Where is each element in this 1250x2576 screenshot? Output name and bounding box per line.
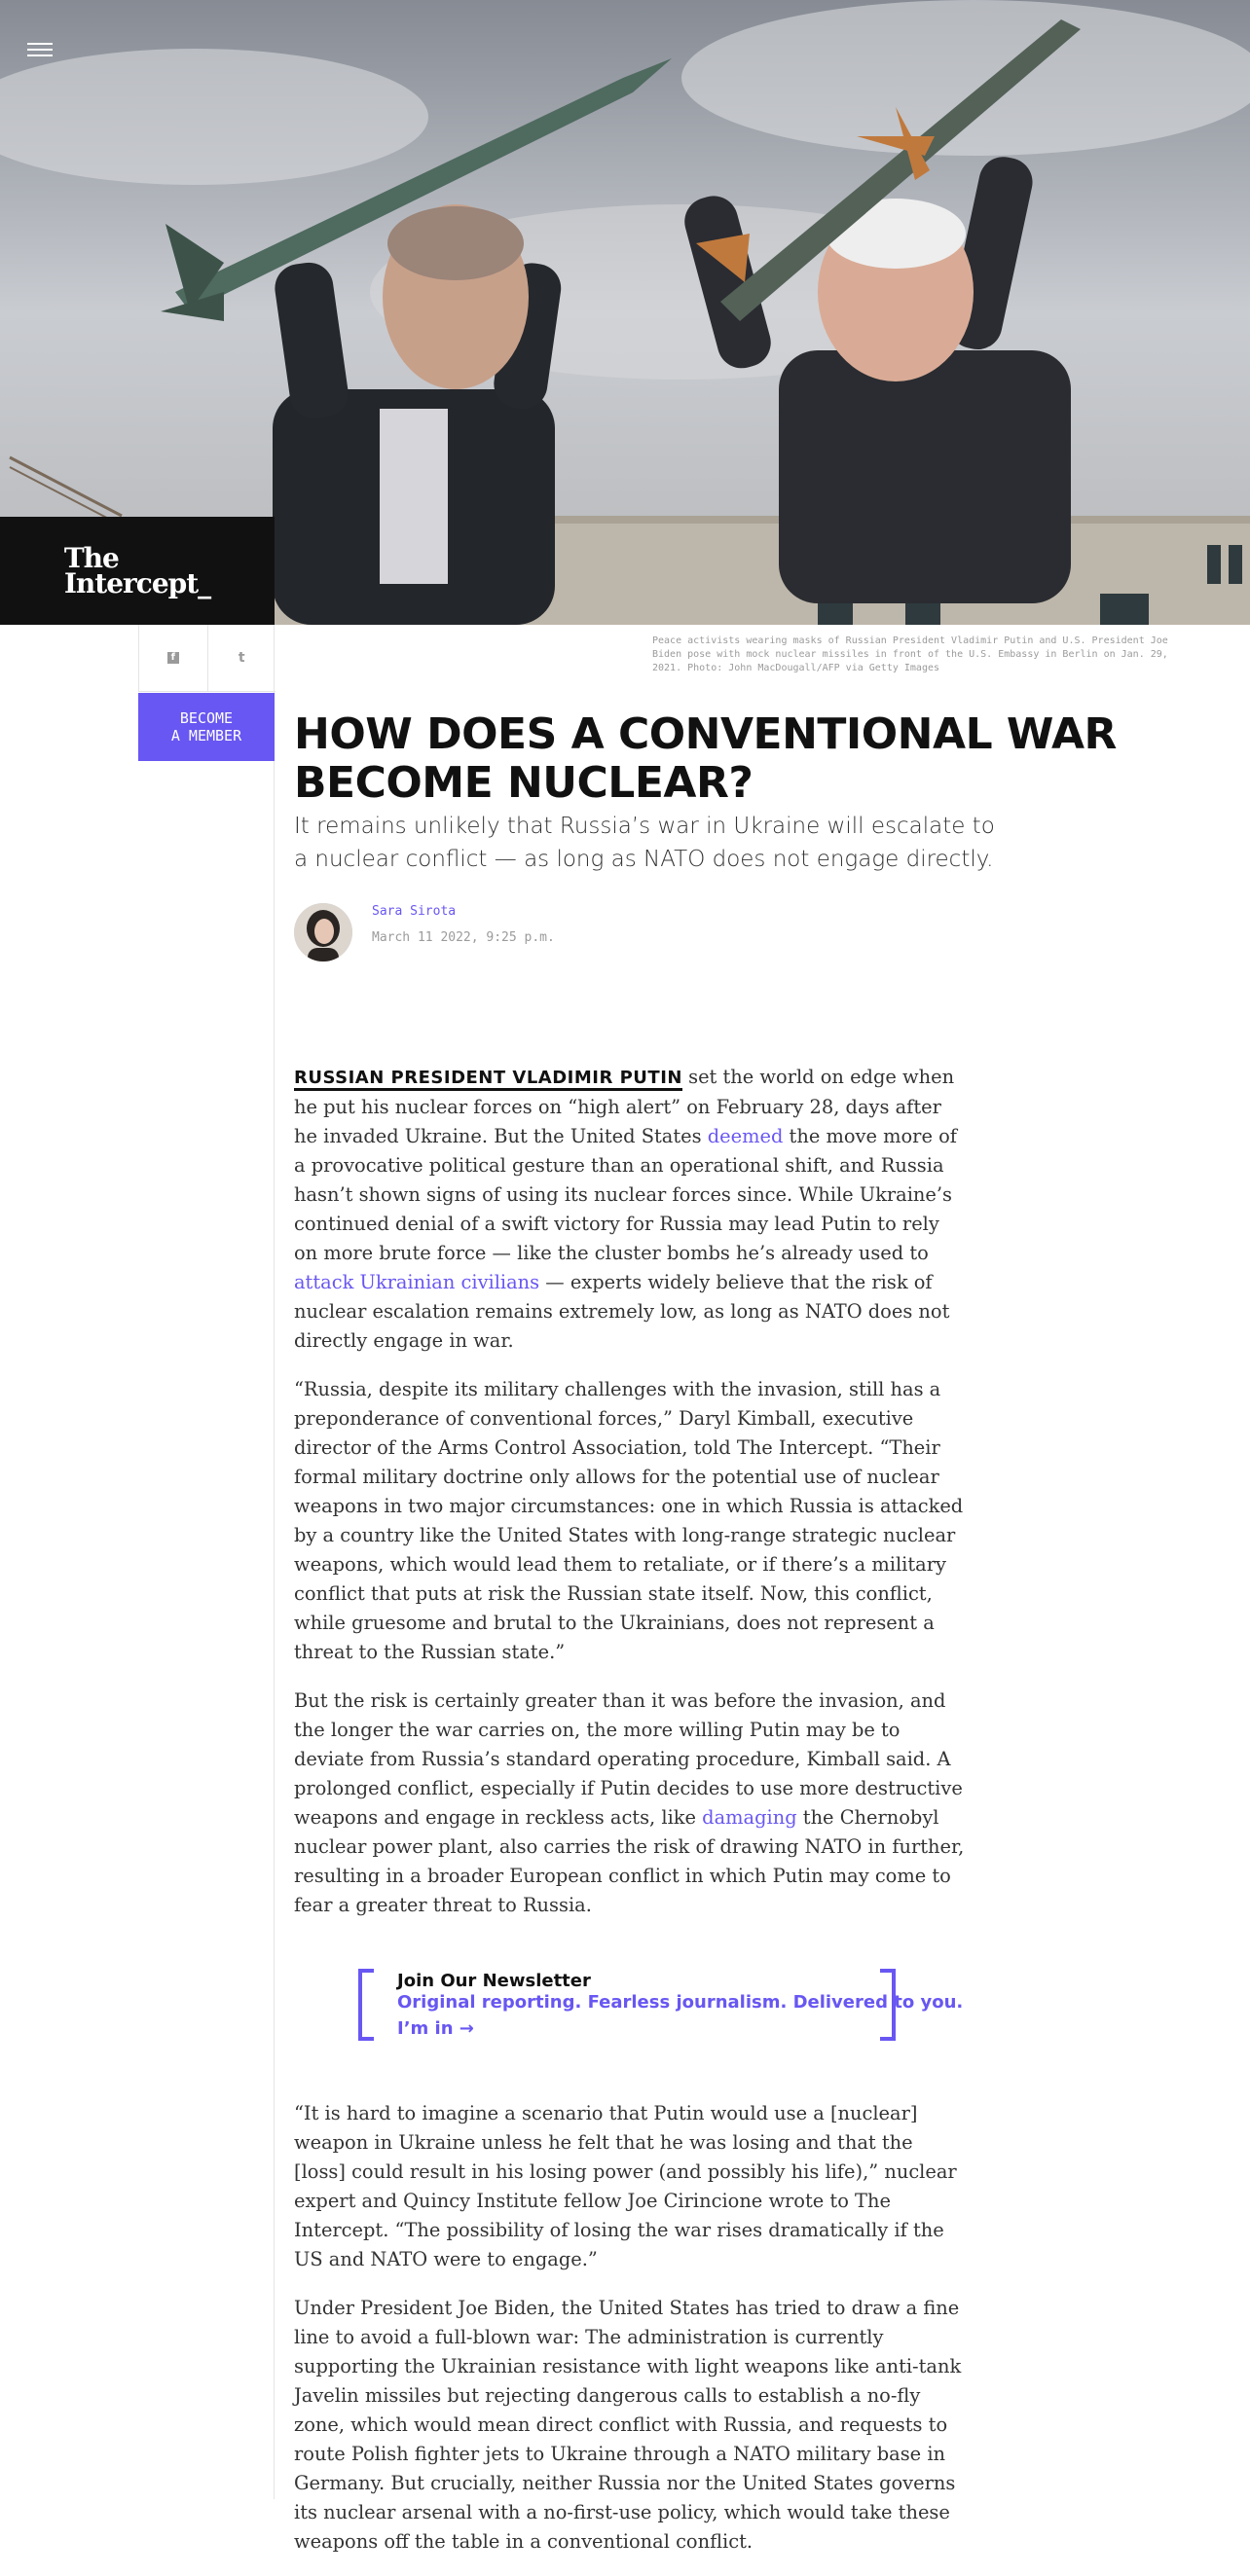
paragraph-text: set the world on edge when he put his nuclear forces on “high alert” on February 28, days after he invaded Ukraine. But the United States	[294, 1066, 955, 1147]
paragraph-4: “It is hard to imagine a scenario that Putin would use a [nuclear] weapon in Ukraine unless he felt that he was losing and that the [loss] could result in his losing power (and possibly his life),” nuclear expert and Quincy Institute fellow Joe Cirincione wrote to The Intercept. “The possibility of losing the war rises dramatically if the US and NATO were to engage.”	[294, 2102, 957, 2270]
publish-date: March 11 2022, 9:25 p.m.	[372, 930, 555, 945]
menu-button[interactable]	[27, 43, 53, 62]
facebook-share-button[interactable]	[139, 625, 207, 691]
lead-in: RUSSIAN PRESIDENT VLADIMIR PUTIN	[294, 1068, 682, 1091]
article-body	[294, 1063, 966, 2576]
facebook-icon: f	[167, 652, 179, 664]
menu-icon-bar	[27, 43, 53, 45]
member-label-line2: A MEMBER	[170, 727, 242, 744]
photo-caption: Peace activists wearing masks of Russian President Vladimir Putin and U.S. President Joe Biden pose with mock nuclear missiles in front of the U.S. Embassy in Berlin on Jan. 29, 2021. Photo: John MacDougall/AFP via Getty Images	[652, 635, 1168, 673]
bracket-left	[358, 1969, 374, 2041]
paragraph-text: the Chernobyl nuclear power plant, also carries the risk of drawing NATO in further, resulting in a broader European conflict in which Putin may come to fear a greater threat to Russia.	[294, 1806, 965, 1916]
newsletter-subtitle: Original reporting. Fearless journalism. Delivered to you.	[397, 1992, 964, 2013]
content-divider	[274, 625, 275, 2499]
paragraph-1	[294, 1063, 966, 1356]
menu-icon-bar	[27, 54, 53, 56]
paragraph-text: the move more of a provocative political gesture than an operational shift, and Russia hasn’t shown signs of using its nuclear forces since. While Ukraine’s continued denial of a swift victory for Russia may lead Putin to rely on more brute force — like the cluster bombs he’s already used to	[294, 1125, 957, 1264]
twitter-share-button[interactable]	[207, 625, 276, 691]
newsletter-signup-button[interactable]: I’m in →	[397, 2018, 474, 2039]
article-headline: HOW DOES A CONVENTIONAL WAR BECOME NUCLEAR?	[294, 709, 1117, 808]
paragraph-2: “Russia, despite its military challenges with the invasion, still has a preponderance of conventional forces,” Daryl Kimball, executive director of the Arms Control Association, told The Intercept. “Their formal military doctrine only allows for the potential use of nuclear weapons in two major circumstances: one in which Russia is attacked by a country like the United States with long-range strategic nuclear weapons, which would lead them to retaliate, or if there’s a military conflict that puts at risk the Russian state itself. Now, this conflict, while gruesome and brutal to the Ukrainians, does not represent a threat to the Russian state.”	[294, 1378, 964, 1663]
paragraph-5: Under President Joe Biden, the United States has tried to draw a fine line to avoid a full-blown war: The administration is currently supporting the Ukrainian resistance with light weapons like anti-tank Javelin missiles but rejecting dangerous calls to establish a no-fly zone, which would mean direct conflict with Russia, and requests to route Polish fighter jets to Ukraine through a NATO military base in Germany. But crucially, neither Russia nor the United States governs its nuclear arsenal with a no-first-use policy, which would take these weapons off the table in a conventional conflict.	[294, 2297, 962, 2553]
newsletter-title: Join Our Newsletter	[397, 1971, 591, 1991]
link-deemed[interactable]: deemed	[707, 1125, 784, 1147]
twitter-icon: t	[238, 650, 245, 666]
logo-line-1: The	[63, 541, 119, 574]
paragraph-text: — experts widely believe that the risk of nuclear escalation remains extremely low, as long as NATO does not directly engage in war.	[294, 1271, 950, 1352]
link-attack-ukrainian-civilians[interactable]: attack Ukrainian civilians	[294, 1271, 540, 1293]
paragraph-text: But the risk is certainly greater than it was before the invasion, and the longer the war carries on, the more willing Putin may be to deviate from Russia’s standard operating procedure, Kimball said. A prolonged conflict, especially if Putin decides to use more destructive weapons and engage in reckless acts, like	[294, 1689, 963, 1829]
share-bar	[138, 625, 276, 692]
link-damaging[interactable]: damaging	[702, 1806, 797, 1829]
author-link[interactable]: Sara Sirota	[372, 904, 457, 919]
site-logo[interactable]	[0, 517, 275, 625]
newsletter-signup	[358, 1969, 964, 2039]
member-label-line1: BECOME	[179, 709, 234, 727]
menu-icon-bar	[27, 49, 53, 51]
author-avatar[interactable]	[294, 903, 352, 961]
paragraph-3	[294, 1687, 966, 1920]
article-dek: It remains unlikely that Russia’s war in Ukraine will escalate to a nuclear conflict — as long as NATO does not engage directly.	[294, 814, 995, 872]
logo-line-2: Intercept_	[63, 566, 211, 599]
become-member-button[interactable]	[138, 693, 275, 761]
